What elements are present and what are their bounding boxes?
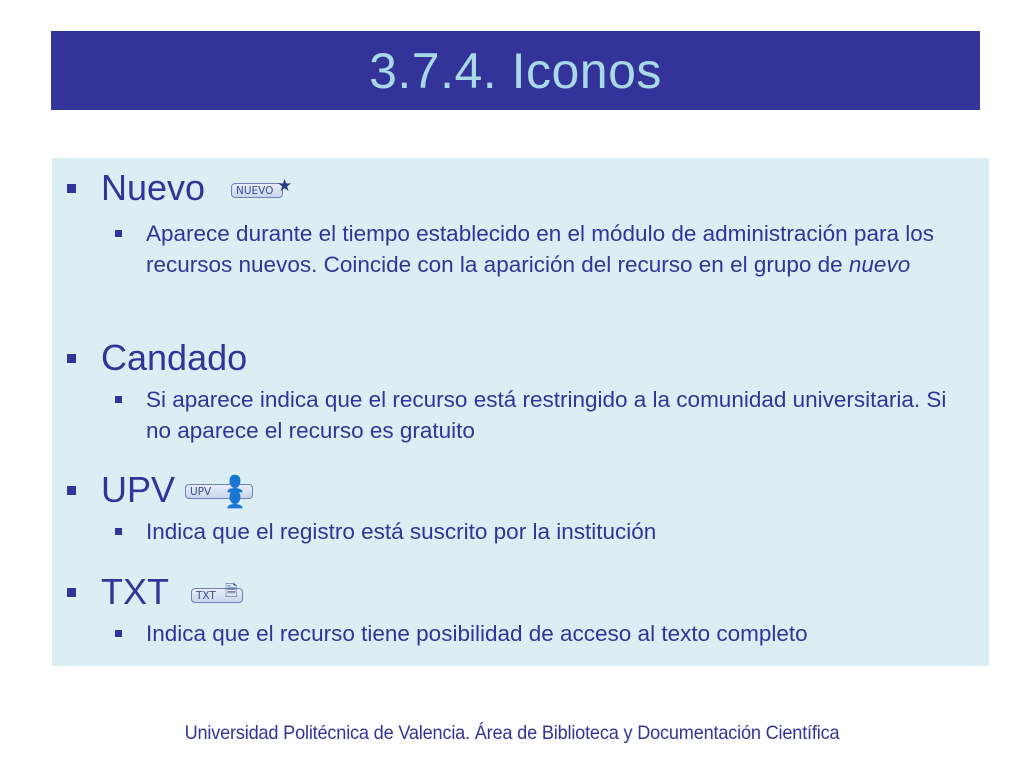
bullet-square [67, 486, 76, 495]
slide-title: 3.7.4. Iconos [369, 42, 662, 99]
bullet-square-small [115, 630, 122, 637]
content-box [52, 158, 989, 666]
upv-badge-label: UPV [185, 484, 253, 499]
heading-nuevo: Nuevo [101, 167, 206, 208]
star-icon: ★ [277, 176, 293, 196]
bullet-square [67, 588, 76, 597]
heading-candado: Candado [101, 337, 248, 378]
document-icon: 🗎 [225, 581, 238, 600]
description-nuevo: Aparece durante el tiempo establecido en el módulo de administración para los recursos nuevos. Coincide con la aparición del recurso en el grupo de nuevo [146, 221, 934, 277]
bullet-square-small [115, 528, 122, 535]
bullet-square-small [115, 230, 122, 237]
bullet-square [67, 184, 76, 193]
bullet-square-small [115, 396, 122, 403]
nuevo-badge-label: NUEVO [231, 183, 283, 198]
people-icon: 👤👤 [225, 474, 242, 509]
description-txt: Indica que el recurso tiene posibilidad de acceso al texto completo [146, 621, 808, 646]
nuevo-badge-icon [231, 176, 293, 200]
heading-txt: TXT [101, 571, 169, 612]
description-candado: Si aparece indica que el recurso está restringido a la comunidad universitaria. Si no aparece el recurso es gratuito [146, 387, 947, 443]
description-upv: Indica que el registro está suscrito por la institución [146, 519, 657, 544]
txt-badge-label: TXT [191, 588, 243, 603]
upv-people-icon [185, 474, 255, 509]
footer-text: Universidad Politécnica de Valencia. Área de Biblioteca y Documentación Científica [184, 722, 840, 744]
txt-document-icon [191, 583, 247, 605]
title-bar [51, 31, 980, 110]
heading-upv: UPV [101, 469, 176, 510]
bullet-square [67, 354, 76, 363]
